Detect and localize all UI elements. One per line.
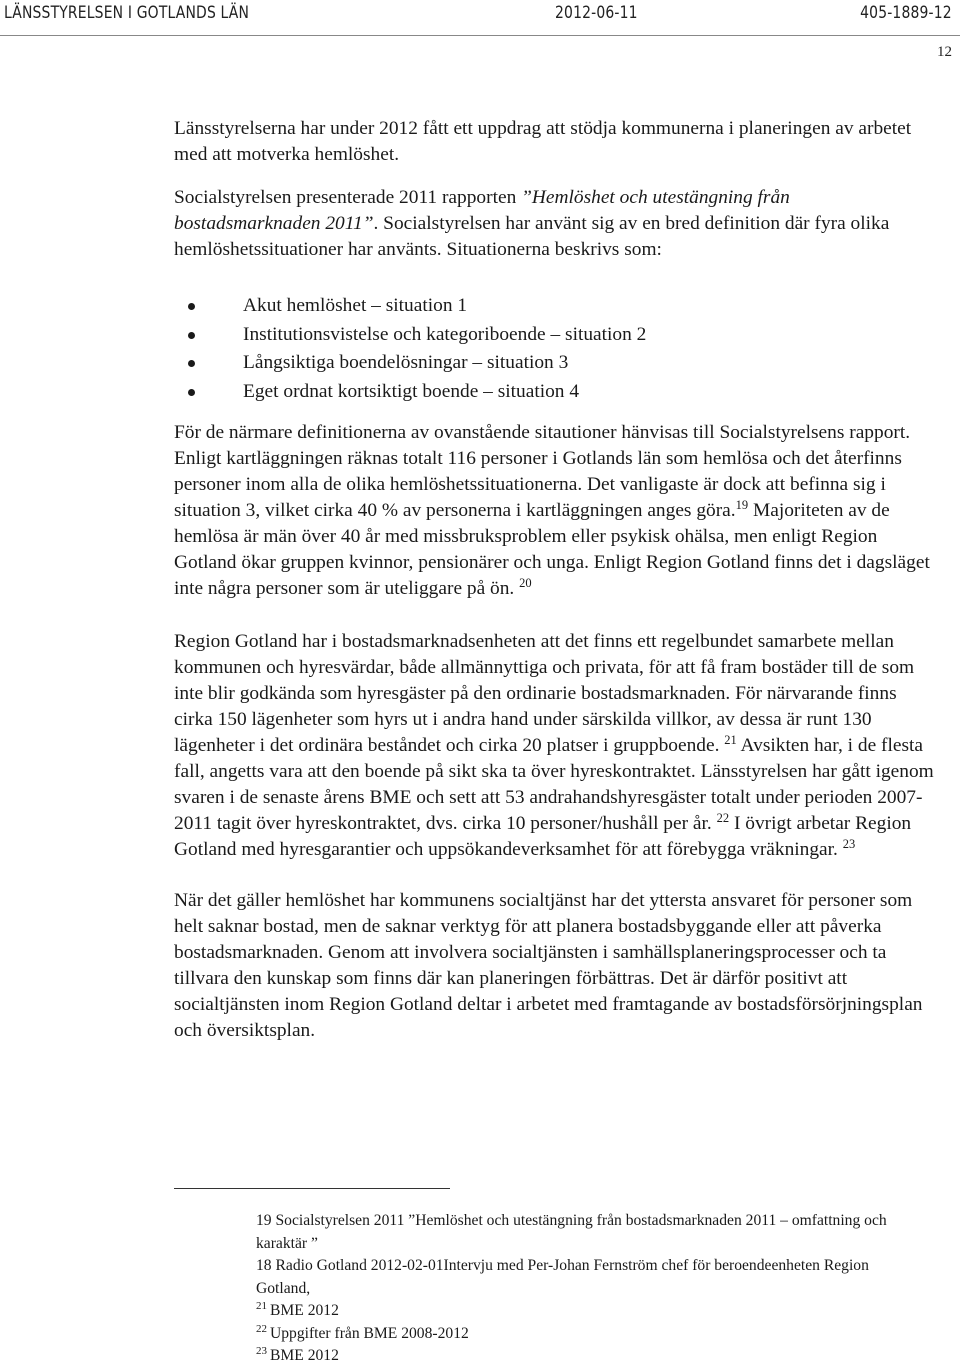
report-title: ”Hemlöshet och utestängning från bostadsmarknaden 2011” — [174, 187, 790, 234]
footnote: 19 Socialstyrelsen 2011 ”Hemlöshet och utestängning från bostadsmarknaden 2011 – omfattning och karaktär ” — [256, 1212, 887, 1252]
bullet-icon — [188, 389, 195, 396]
footnote-number: 21 — [256, 1300, 267, 1312]
page-number: 12 — [937, 44, 952, 60]
bullet-icon — [188, 303, 195, 310]
footnote-text: BME 2012 — [270, 1347, 339, 1364]
situation-list — [174, 292, 936, 406]
footnote-number: 22 — [256, 1322, 267, 1335]
footnote: 18 Radio Gotland 2012-02-01Intervju med Per-Johan Fernström chef för beroendeenheten Region Gotland, — [256, 1257, 869, 1297]
list-item — [174, 378, 936, 407]
header-reference: 405-1889-12 — [860, 3, 952, 23]
footnote-ref: 21 — [724, 733, 737, 747]
list-item-text: Institutionsvistelse och kategoriboende – situation 2 — [243, 323, 647, 345]
footnote-ref: 22 — [716, 811, 730, 825]
body-text — [174, 116, 936, 1044]
footnote-separator — [174, 1188, 450, 1189]
footnote-text: Uppgifter från BME 2008-2012 — [270, 1324, 469, 1342]
paragraph-intro: Länsstyrelserna har under 2012 fått ett uppdrag att stödja kommunerna i planeringen av arbetet med att motverka hemlöshet. — [174, 118, 912, 165]
footnotes — [256, 1210, 916, 1368]
paragraph-socialtjanst: När det gäller hemlöshet har kommunens socialtjänst har det yttersta ansvaret för personer som helt saknar bostad, men de saknar verktyg för att planera bostadsbyggande eller att påverka bostadsmarknaden. Genom att involvera socialtjänsten i samhällsplaneringsprocesser och ta tillvara den kunskap som finns där kan planeringen förbättras. Det är därför positivt att socialtjänsten inom Region Gotland deltar i arbetet med framtagande av bostadsförsörjningsplan och översiktsplan. — [174, 890, 923, 1041]
list-item — [174, 292, 936, 321]
p2-after: . Socialstyrelsen har använt sig av en bred definition där fyra olika hemlöshetssituationer har använts. Situationerna beskrivs som: — [174, 213, 890, 260]
header-date: 2012-06-11 — [555, 3, 638, 23]
bullet-icon — [188, 360, 195, 367]
bullet-icon — [188, 332, 195, 339]
p4-part2: Avsikten har, i de flesta fall, angetts vara att den boende på sikt ska ta över hyreskontraktet. Länsstyrelsen har gått igenom svaren i de senaste årens BME och sett att 53 andrahandshyresgäster totalt under perioden 2007-2011 tagit över hyreskontraktet, dvs. cirka 10 personer/hushåll per år. — [174, 735, 934, 834]
p4-part3: I övrigt arbetar Region Gotland med hyresgarantier och uppsökandeverksamhet för att förebygga vräkningar. — [174, 813, 912, 860]
footnote-number: 23 — [256, 1345, 267, 1357]
footnote-text: BME 2012 — [270, 1302, 339, 1319]
list-item-text: Akut hemlöshet – situation 1 — [243, 295, 468, 316]
header-organization: LÄNSSTYRELSEN I GOTLANDS LÄN — [4, 3, 250, 23]
p2-before: Socialstyrelsen presenterade 2011 rapporten — [174, 187, 522, 208]
p3-part2: Majoriteten av de hemlösa är män över 40 år med missbruksproblem eller psykisk ohälsa, men enligt Region Gotland ökar gruppen kvinnor, pensionärer och unga. Enligt Region Gotland finns det i dagsläget inte några personer som är uteliggare på ön. — [174, 500, 930, 599]
header-rule — [0, 35, 960, 36]
footnote-ref: 19 — [735, 498, 749, 512]
footnote-ref: 23 — [842, 837, 856, 851]
list-item — [174, 321, 936, 350]
p3-part1: För de närmare definitionerna av ovanstående sitautioner hänvisas till Socialstyrelsens rapport. Enligt kartläggningen räknas totalt 116 personer i Gotlands län som hemlösa och det återfinns personer inom alla de olika hemlöshetssituationerna. Det vanligaste är dock att befinna sig i situation 3, vilket cirka 40 % av personerna i kartläggningen anges göra. — [174, 422, 911, 521]
page-header — [0, 0, 960, 40]
footnote — [256, 1323, 916, 1346]
list-item-text: Långsiktiga boendelösningar – situation 3 — [243, 352, 569, 373]
paragraph-region-gotland — [174, 629, 936, 863]
footnote — [256, 1300, 916, 1323]
list-item-text: Eget ordnat kortsiktigt boende – situation 4 — [243, 380, 580, 402]
paragraph-socialstyrelsen — [174, 185, 936, 263]
p4-part1: Region Gotland har i bostadsmarknadsenheten att det finns ett regelbundet samarbete mellan kommunen och hyresvärdar, både allmännyttiga och privata, för att få fram bostäder till de som inte blir godkända som hyresgäster på den ordinarie bostadsmarknaden. För närvarande finns cirka 150 lägenheter som hyrs ut i andra hand under särskilda villkor, av dessa är runt 130 lägenheter i det ordinära beståndet och cirka 20 platser i gruppboende. — [174, 631, 915, 756]
footnote-ref: 20 — [519, 576, 532, 590]
list-item — [174, 349, 936, 378]
footnote — [256, 1345, 916, 1368]
paragraph-definitions — [174, 420, 936, 602]
